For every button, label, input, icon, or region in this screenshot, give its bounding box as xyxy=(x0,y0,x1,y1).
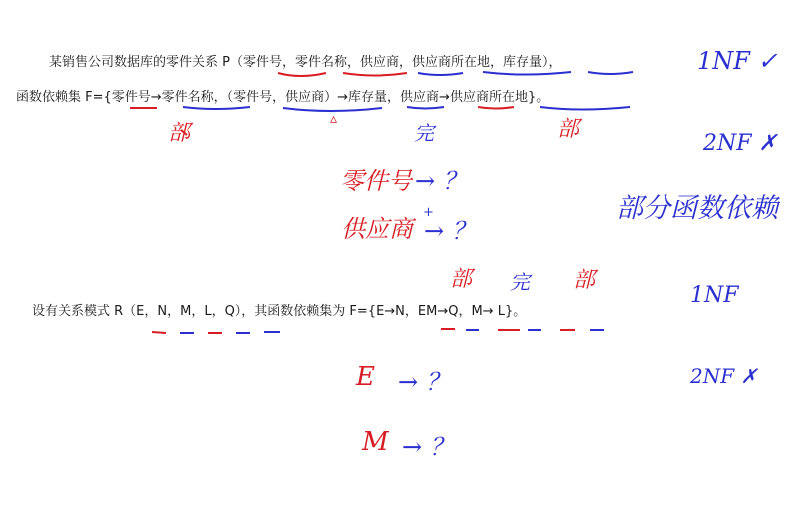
plus-mark: + xyxy=(423,205,434,220)
partial-mark-3: 部 xyxy=(450,267,473,292)
full-mark-2: 完 xyxy=(510,270,530,294)
2nf-verdict-2: 2NF ✗ xyxy=(690,364,758,388)
arrow-question-4: → ？ xyxy=(402,433,454,461)
partial-mark-4: 部 xyxy=(573,268,596,293)
problem1-line2: 函数依赖集 F={零件号→零件名称，（零件号，供应商）→库存量，供应商→供应商所在地}。 xyxy=(16,90,550,105)
supplier-label: 供应商 xyxy=(341,215,413,243)
full-mark-1: 完 xyxy=(414,121,434,145)
partial-mark-2: 部 xyxy=(557,117,580,142)
problem1-line1: 某销售公司数据库的零件关系 P（零件号，零件名称，供应商，供应商所在地，库存量）， xyxy=(49,55,562,70)
partial-dependency-note: 部分函数依赖 xyxy=(616,193,778,224)
arrow-question-2: → ？ xyxy=(424,217,476,245)
triangle-mark: ▵ xyxy=(330,111,338,127)
m-label: M xyxy=(362,427,389,457)
1nf-verdict-2: 1NF xyxy=(690,283,739,308)
arrow-question-3: → ？ xyxy=(398,368,450,396)
1nf-verdict-1: 1NF ✓ xyxy=(697,47,778,75)
e-label: E xyxy=(356,362,375,392)
part-number-label: 零件号 xyxy=(340,167,412,195)
partial-mark-1: 部 xyxy=(168,121,191,146)
problem2-line1: 设有关系模式 R（E，N，M，L，Q），其函数依赖集为 F={E→N，EM→Q，M→ L}。 xyxy=(32,304,527,319)
arrow-question-1: → ？ xyxy=(415,167,467,195)
2nf-verdict-1: 2NF ✗ xyxy=(703,131,777,156)
